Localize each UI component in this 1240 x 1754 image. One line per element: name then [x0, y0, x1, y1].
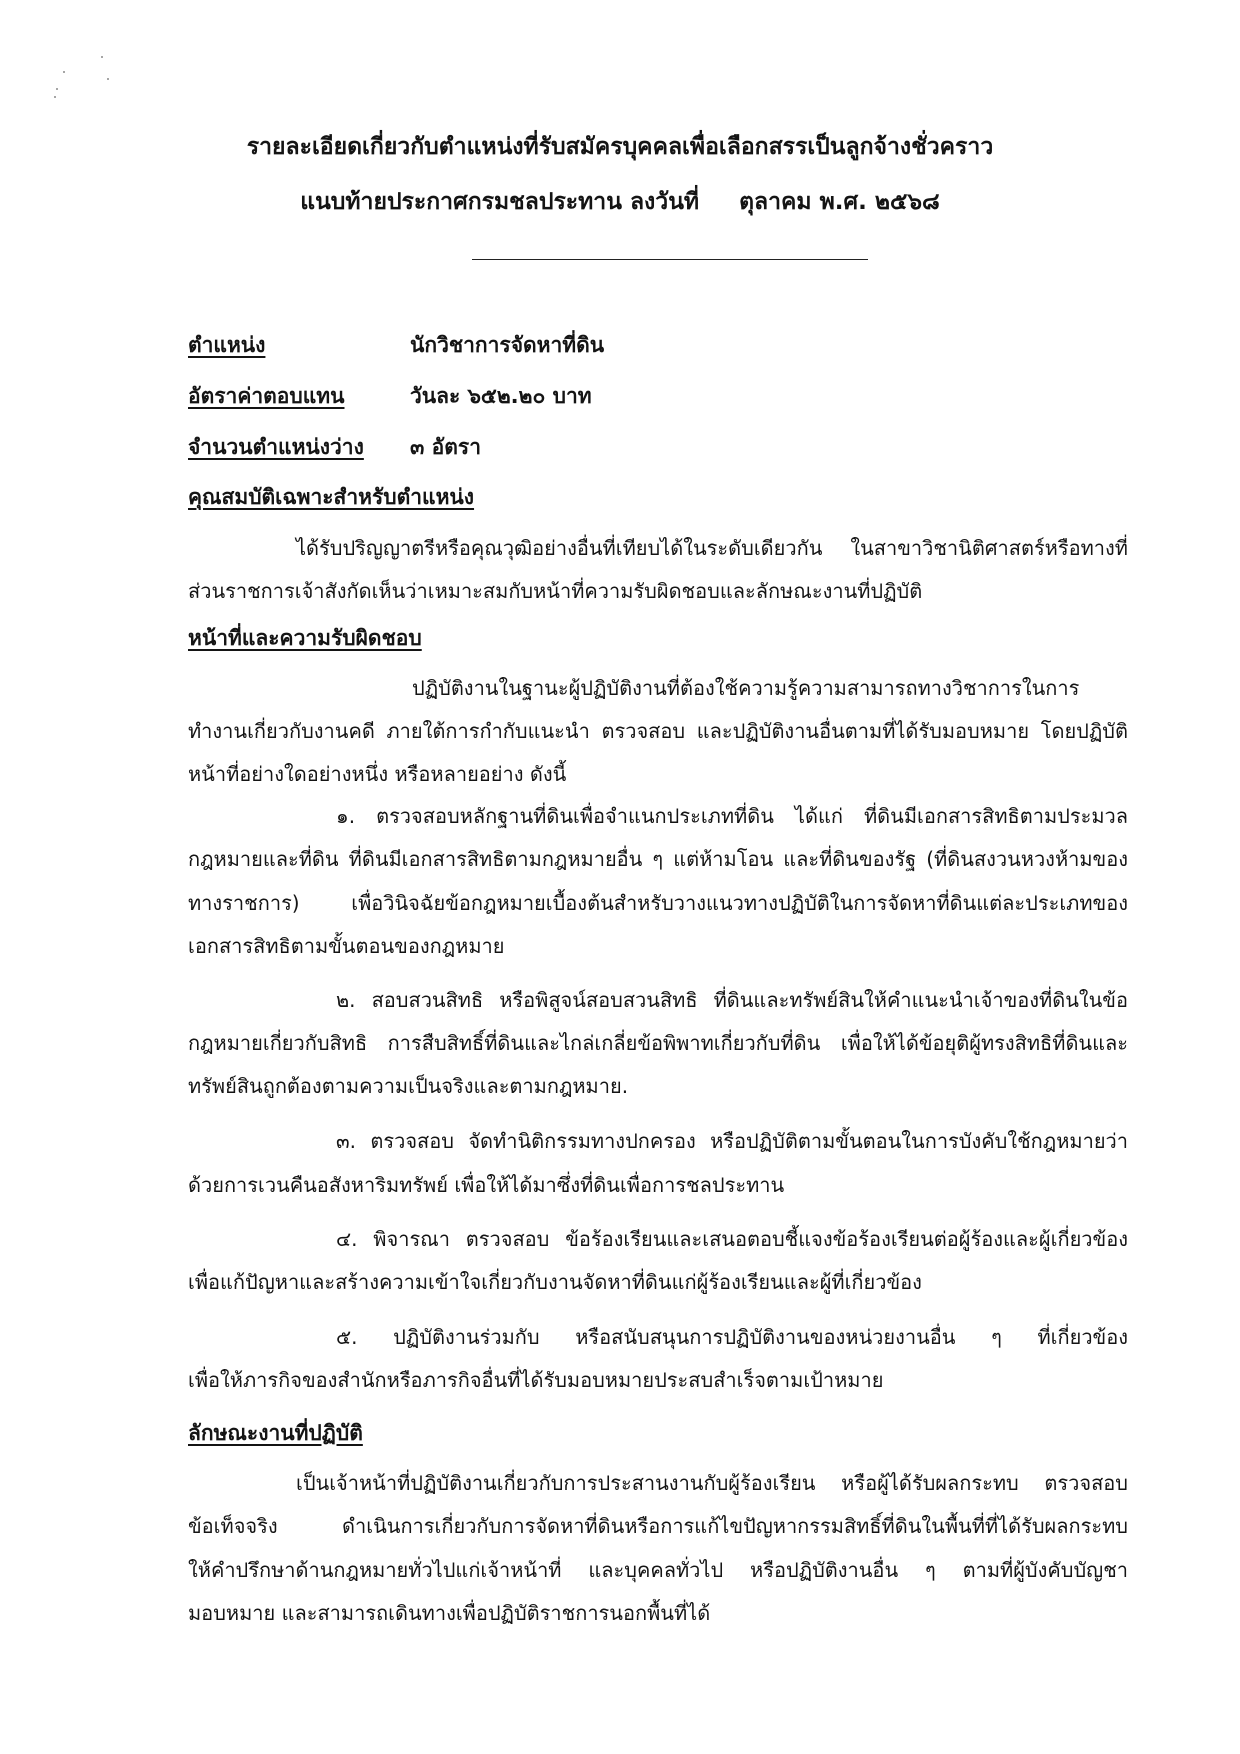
duty-item-1-line: กฎหมายและที่ดิน ที่ดินมีเอกสารสิทธิตามกฎหมายอื่น ๆ แต่ห้ามโอน และที่ดินของรัฐ (ที่ดินสงวนหวงห้ามของ: [188, 847, 1128, 871]
work-line: ให้คำปรึกษาด้านกฎหมายทั่วไปแก่เจ้าหน้าที่ และบุคคลทั่วไป หรือปฏิบัติงานอื่น ๆ ตามที่ผู้บังคับบัญชา: [188, 1558, 1128, 1582]
duties-heading: หน้าที่และความรับผิดชอบ: [188, 626, 422, 650]
position-label: ตำแหน่ง: [188, 333, 266, 357]
work-line: ข้อเท็จจริง ดำเนินการเกี่ยวกับการจัดหาที่ดินหรือการแก้ไขปัญหากรรมสิทธิ์ที่ดินในพื้นที่ที่ได้รับผลกระทบ: [188, 1514, 1128, 1538]
document-title: รายละเอียดเกี่ยวกับตำแหน่งที่รับสมัครบุคคลเพื่อเลือกสรรเป็นลูกจ้างชั่วคราว: [246, 134, 994, 160]
vacancies-label: จำนวนตำแหน่งว่าง: [188, 435, 364, 459]
scan-speck: [56, 88, 58, 90]
qualifications-line: ได้รับปริญญาตรีหรือคุณวุฒิอย่างอื่นที่เทียบได้ในระดับเดียวกัน ในสาขาวิชานิติศาสตร์หรือทางที่: [296, 536, 1128, 560]
work-heading: ลักษณะงานที่ปฏิบัติ: [188, 1421, 363, 1445]
scan-speck: [101, 56, 103, 58]
qualifications-heading: คุณสมบัติเฉพาะสำหรับตำแหน่ง: [188, 485, 475, 509]
duty-item-1-line: ๑. ตรวจสอบหลักฐานที่ดินเพื่อจำแนกประเภทที่ดิน ได้แก่ ที่ดินมีเอกสารสิทธิตามประมวล: [336, 804, 1128, 828]
duty-item-2-line: ๒. สอบสวนสิทธิ หรือพิสูจน์สอบสวนสิทธิ ที่ดินและทรัพย์สินให้คำแนะนำเจ้าของที่ดินในข้อ: [336, 988, 1128, 1012]
work-line: มอบหมาย และสามารถเดินทางเพื่อปฏิบัติราชการนอกพื้นที่ได้: [188, 1601, 711, 1625]
position-value: นักวิชาการจัดหาที่ดิน: [410, 333, 605, 357]
duties-intro-line: หน้าที่อย่างใดอย่างหนึ่ง หรือหลายอย่าง ดังนี้: [188, 762, 567, 786]
duty-item-4-line: ๔. พิจารณา ตรวจสอบ ข้อร้องเรียนและเสนอตอบชี้แจงข้อร้องเรียนต่อผู้ร้องและผู้เกี่ยวข้อง: [336, 1227, 1128, 1251]
duty-item-3-line: ๓. ตรวจสอบ จัดทำนิติกรรมทางปกครอง หรือปฏิบัติตามขั้นตอนในการบังคับใช้กฎหมายว่า: [336, 1129, 1128, 1153]
work-line: เป็นเจ้าหน้าที่ปฏิบัติงานเกี่ยวกับการประสานงานกับผู้ร้องเรียน หรือผู้ได้รับผลกระทบ ตรวจสอบ: [296, 1471, 1128, 1495]
vacancies-value: ๓ อัตรา: [410, 435, 481, 459]
pay-value: วันละ ๖๕๒.๒๐ บาท: [410, 384, 592, 408]
duty-item-5-line: เพื่อให้ภารกิจของสำนักหรือภารกิจอื่นที่ได้รับมอบหมายประสบสำเร็จตามเป้าหมาย: [188, 1368, 884, 1392]
title-divider: [472, 259, 868, 260]
duty-item-1-line: ทางราชการ) เพื่อวินิจฉัยข้อกฎหมายเบื้องต้นสำหรับวางแนวทางปฏิบัติในการจัดหาที่ดินแต่ละประเภทของ: [188, 891, 1128, 915]
pay-label: อัตราค่าตอบแทน: [188, 384, 345, 408]
scan-speck: [107, 78, 109, 80]
document-subtitle: [0, 186, 1240, 218]
duties-intro-line: ปฏิบัติงานในฐานะผู้ปฏิบัติงานที่ต้องใช้ความรู้ความสามารถทางวิชาการในการ: [412, 676, 1080, 700]
duty-item-3-line: ด้วยการเวนคืนอสังหาริมทรัพย์ เพื่อให้ได้มาซึ่งที่ดินเพื่อการชลประทาน: [188, 1173, 785, 1197]
qualifications-line: ส่วนราชการเจ้าสังกัดเห็นว่าเหมาะสมกับหน้าที่ความรับผิดชอบและลักษณะงานที่ปฏิบัติ: [188, 579, 923, 603]
subtitle-prefix: แนบท้ายประกาศกรมชลประทาน ลงวันที่: [300, 189, 700, 215]
scan-speck: [63, 71, 65, 73]
scan-speck: [54, 96, 56, 98]
duty-item-2-line: ทรัพย์สินถูกต้องตามความเป็นจริงและตามกฎหมาย.: [188, 1074, 629, 1098]
duties-intro-line: ทำงานเกี่ยวกับงานคดี ภายใต้การกำกับแนะนำ ตรวจสอบ และปฏิบัติงานอื่นตามที่ได้รับมอบหมาย โดยปฏิบัติ: [188, 719, 1128, 743]
subtitle-date: ตุลาคม พ.ศ. ๒๕๖๘: [739, 189, 940, 215]
duty-item-5-line: ๕. ปฏิบัติงานร่วมกับ หรือสนับสนุนการปฏิบัติงานของหน่วยงานอื่น ๆ ที่เกี่ยวข้อง: [336, 1325, 1128, 1349]
duty-item-2-line: กฎหมายเกี่ยวกับสิทธิ การสืบสิทธิ์ที่ดินและไกล่เกลี่ยข้อพิพาทเกี่ยวกับที่ดิน เพื่อให้ได้ข้อยุติผู้ทรงสิทธิที่ดินและ: [188, 1031, 1128, 1055]
duty-item-4-line: เพื่อแก้ปัญหาและสร้างความเข้าใจเกี่ยวกับงานจัดหาที่ดินแก่ผู้ร้องเรียนและผู้ที่เกี่ยวข้อง: [188, 1270, 922, 1294]
duty-item-1-line: เอกสารสิทธิตามขั้นตอนของกฎหมาย: [188, 934, 505, 958]
